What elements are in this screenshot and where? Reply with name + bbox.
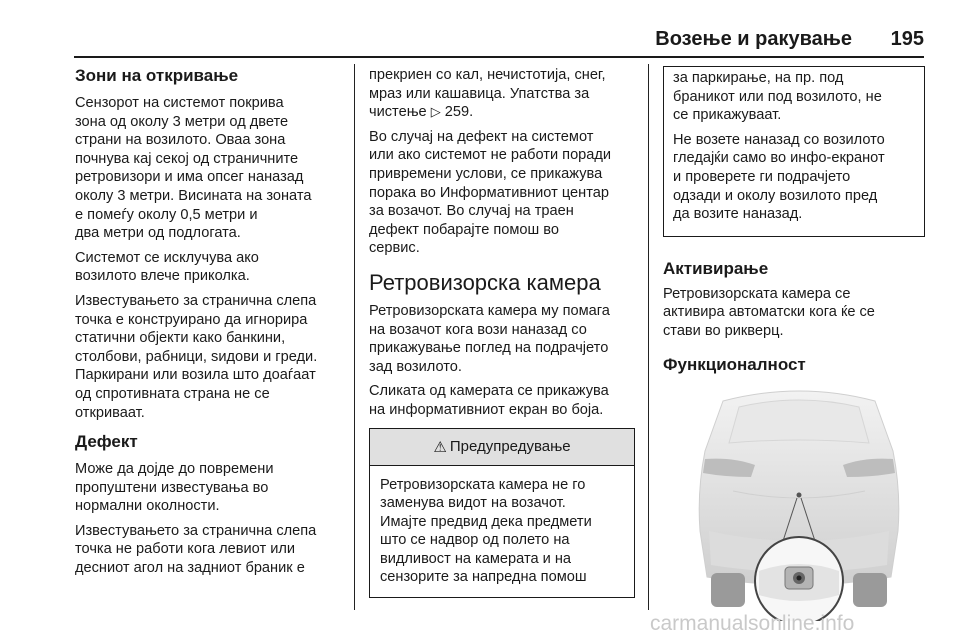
warning-continued-text: за паркирање, на пр. под браникот или под возилото, не се прикажуваат. (673, 70, 882, 124)
page-header (0, 28, 960, 58)
warning-title: Предупредување (449, 438, 571, 455)
heading-activation: Активирање (663, 258, 769, 278)
paragraph-bumper-corner: Известувањето за странична слепа точка не работи кога левиот или десниот агол на задниот браник е (75, 522, 317, 577)
column-divider-1 (354, 64, 355, 610)
paragraph-cleaning (369, 66, 635, 122)
warning-box (369, 428, 635, 599)
header-divider (74, 56, 924, 58)
cleaning-text: прекриен со кал, нечистотија, снег, мраз или кашавица. Упатства за чистење (369, 67, 606, 121)
paragraph-camera-display: Сликата од камерата се прикажува на информативниот екран во боја. (369, 383, 609, 418)
warning-text: Ретровизорската камера не го заменува видот на возачот. Имајте предвид дека предмети што се надвор од полето на видливост на камерата и на сензорите за напредна помош (380, 476, 592, 586)
heading-functionality: Функционалност (663, 354, 806, 374)
warning-body (370, 466, 634, 598)
warning-header (370, 429, 634, 466)
paragraph-system-fault: Во случај на дефект на системот или ако системот не работи поради привремени услови, се прикажува порака во Информативниот центар за возачот. Во случај на траен дефект побарајте помош во сервис. (369, 128, 612, 257)
paragraph-missed-alerts: Може да дојде до повремени пропуштени известувања во нормални околности. (75, 461, 274, 515)
warning-triangle-icon: ⚠ (433, 438, 447, 456)
column-divider-2 (648, 64, 649, 610)
car-rear-illustration-svg (693, 381, 905, 621)
warning-do-not-reverse: Не возете наназад со возилото гледајќи само во инфо-екранот и проверете ги подрачјето одзади и околу возилото пред да возите наназад. (673, 131, 885, 223)
column-3 (663, 66, 925, 621)
paragraph-activation: Ретровизорската камера се активира автоматски кога ќе се стави во рикверц. (663, 285, 875, 339)
chapter-title: Возење и ракување (655, 28, 852, 50)
paragraph-static-objects: Известувањето за странична слепа точка е конструирано да игнорира статични објекти како банкини, столбови, рабници, ѕидови и греди. Паркирани или возила што доаѓаат од спротивната страна не се откриваат. (75, 292, 318, 421)
page-reference-arrow-icon: ▷ (430, 104, 441, 120)
warning-box-continued (663, 66, 925, 237)
column-1 (75, 66, 347, 584)
page-number: 195 (890, 28, 924, 50)
heading-fault: Дефект (75, 432, 138, 452)
page-reference[interactable]: 259 (444, 104, 470, 121)
paragraph-camera-helps: Ретровизорската камера му помага на возачот кога вози наназад со прикажување поглед на подрачјето зад возилото. (369, 302, 610, 375)
paragraph-trailer: Системот се исклучува ако возилото влече приколка. (75, 249, 259, 285)
heading-rear-view-camera: Ретровизорска камера (369, 269, 601, 295)
column-2 (369, 66, 635, 598)
paragraph-zones: Сензорот на системот покрива зона од околу 3 метри од двете страни на возилото. Оваа зона почнува кај секој од страничните ретровизори и има опсег наназад околу 3 метри. Висината на зоната е помеѓу околу 0,5 метри и два метри од подлогата. (75, 95, 312, 242)
watermark: carmanualsonline.info (650, 612, 855, 635)
heading-detection-zones: Зони на откривање (75, 66, 239, 85)
cleaning-end: . (469, 104, 474, 121)
car-rear-camera-illustration (693, 381, 905, 621)
